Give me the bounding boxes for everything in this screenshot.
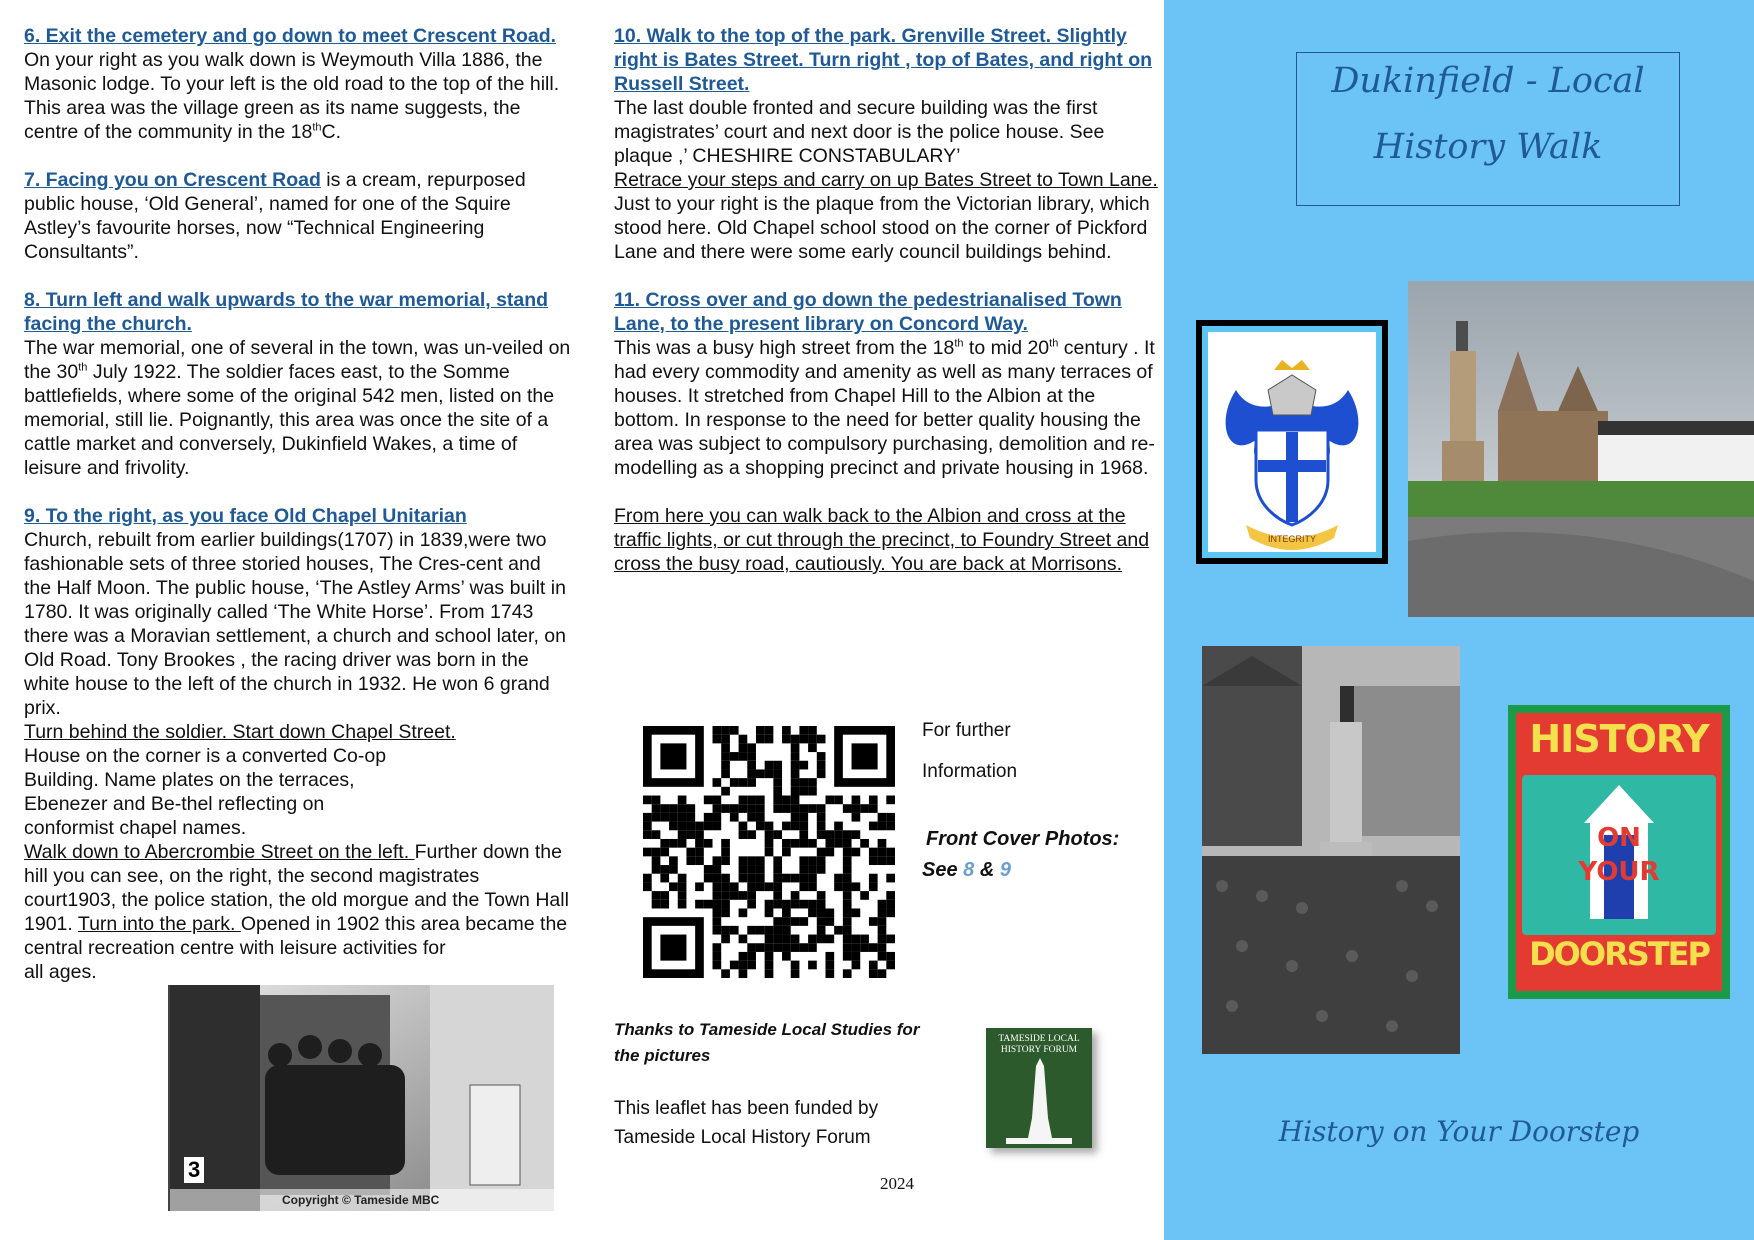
column-1 xyxy=(24,24,572,984)
history-on-your-doorstep-logo xyxy=(1508,705,1730,999)
step-9-body-2: House on the corner is a converted Co-op Building. Name plates on the terraces, Ebenezer and Be-thel reflecting on conformist chapel names. xyxy=(24,745,387,839)
cover-photos-label: Front Cover Photos: xyxy=(926,828,1120,850)
thanks-note: Thanks to Tameside Local Studies for the pictures xyxy=(614,1020,920,1065)
historic-group-photo xyxy=(168,985,554,1211)
step-8-heading: 8. Turn left and walk upwards to the war memorial, stand facing the church. xyxy=(24,289,549,335)
group-photo-illustration xyxy=(170,985,554,1211)
step-11-body-c: century . It had every commodity and amenity as well as many terraces of houses. It stretched from Chapel Hill to the Albion at the bottom. In response to the need for better quality housing the area was subject to compulsory purchasing, demolition and re-modelling as a shopping precinct and private housing in 1968. xyxy=(614,337,1155,479)
crest-motto: INTEGRITY xyxy=(1267,534,1317,544)
unveiling-crowd-photo xyxy=(1202,646,1460,1054)
see-label: See xyxy=(922,859,964,881)
step-6-body: On your right as you walk down is Weymouth Villa 1886, the Masonic lodge. To your left is the old road to the top of the hill. This area was the village green as its name suggests, the centre of the community in the 18 xyxy=(24,49,560,143)
title-line-2: History Walk xyxy=(1373,127,1603,167)
step-8-body-b: July 1922. The soldier faces east, to the Somme battlefields, where some of the original 542 men, listed on the memorial, still lie. Poignantly, this area was once the site of a cattle market and conversely, Dukinfield Wakes, a time of leisure and frivolity. xyxy=(24,361,555,479)
logo-word-your: YOUR xyxy=(1578,857,1660,887)
step-10-direction: Retrace your steps and carry on up Bates Street to Town Lane. xyxy=(614,169,1158,191)
photo-caption: Copyright © Tameside MBC xyxy=(282,1193,440,1207)
ref-amp: & xyxy=(974,859,1000,881)
cover-photos-refs xyxy=(922,857,1011,883)
panel-footer-title: History on Your Doorstep xyxy=(1278,1115,1640,1148)
step-9-heading: 9. To the right, as you face Old Chapel Unitarian xyxy=(24,505,467,527)
title-box xyxy=(1296,52,1680,206)
logo-word-history: HISTORY xyxy=(1529,717,1709,761)
cover-panel xyxy=(1164,0,1754,1240)
step-9-direction-2: Walk down to Abercrombie Street on the left. xyxy=(24,841,415,863)
step-7-body: is a cream, repurposed public house, ‘Old General’, named for one of the Squire Astley’s favourite horses, now “Technical Engineering Consultants”. xyxy=(24,169,526,263)
coat-of-arms xyxy=(1196,320,1388,564)
step-9-text-3 xyxy=(24,840,572,960)
return-directions: From here you can walk back to the Albion and cross at the traffic lights, or cut through the precinct, to Foundry Street and cross the busy road, cautiously. You are back at Morrisons. xyxy=(614,505,1150,575)
forum-logo-text: TAMESIDE LOCAL HISTORY FORUM xyxy=(998,1034,1080,1055)
monument-icon xyxy=(986,1058,1092,1148)
crest-illustration xyxy=(1196,320,1388,564)
year: 2024 xyxy=(880,1174,914,1193)
step-8-text xyxy=(24,336,572,480)
ref-8[interactable]: 8 xyxy=(963,859,975,881)
memorial-illustration xyxy=(1408,281,1754,617)
step-7-text xyxy=(24,168,572,264)
ref-9[interactable]: 9 xyxy=(999,859,1011,881)
photo-number: 3 xyxy=(184,1157,204,1183)
step-8-sup: th xyxy=(78,361,88,374)
funded-note: This leaflet has been funded by Tameside Local History Forum xyxy=(614,1098,879,1148)
qr-code[interactable] xyxy=(643,726,895,978)
step-6-end: C. xyxy=(321,121,342,143)
step-6-text xyxy=(24,48,572,144)
step-8-body-a: The war memorial, one of several in the town, was un-veiled on the 30 xyxy=(24,337,571,383)
step-6-sup: th xyxy=(312,121,322,134)
step-10-body-2: Just to your right is the plaque from the Victorian library, which stood here. Old Chapel school stood on the corner of Pickford Lane and there were some early council buildings behind. xyxy=(614,193,1150,263)
info-label-2: Information xyxy=(922,761,1018,782)
step-11-text xyxy=(614,336,1162,480)
logo-word-on: ON xyxy=(1597,823,1641,853)
step-6-heading: 6. Exit the cemetery and go down to meet Crescent Road. xyxy=(24,25,557,47)
tameside-forum-logo xyxy=(986,1028,1092,1148)
step-9-body: Church, rebuilt from earlier buildings(1707) in 1839,were two fashionable sets of three storied houses, The Cres-cent and the Half Moon. The public house, ‘The Astley Arms’ was built in 1780. It was originally called ‘The White Horse’. From 1743 there was a Moravian settlement, a church and school later, on Old Road. Tony Brookes , the racing driver was born in the white house to the left of the church in 1932. He won 6 grand prix. xyxy=(24,529,566,719)
war-memorial-photo xyxy=(1408,281,1754,617)
column-2 xyxy=(614,24,1162,576)
step-11-sup-2: th xyxy=(1049,337,1059,350)
qr-code-pattern xyxy=(643,726,895,978)
step-10-body: The last double fronted and secure building was the first magistrates’ court and next door is the police house. See plaque ,’ CHESHIRE CONSTABULARY’ xyxy=(614,97,1105,167)
step-9-direction-3: Turn into the park. xyxy=(77,913,241,935)
title-line-1: Dukinfield - Local xyxy=(1331,61,1645,101)
step-10-heading: 10. Walk to the top of the park. Grenville Street. Slightly right is Bates Street. Turn right , top of Bates, and right on Russell Street. xyxy=(614,25,1153,95)
crowd-illustration xyxy=(1202,646,1460,1054)
step-9-direction-1: Turn behind the soldier. Start down Chapel Street. xyxy=(24,721,456,743)
step-7-heading: 7. Facing you on Crescent Road xyxy=(24,169,321,191)
step-11-sup-1: th xyxy=(954,337,964,350)
step-9-body-3: Further down the hill you can see, on the right, the second magistrates court1903, the police station, the old morgue and the Town Hall 1901. xyxy=(24,841,569,935)
step-11-body-b: to mid 20 xyxy=(963,337,1050,359)
logo-word-doorstep: DOORSTEP xyxy=(1529,935,1709,973)
step-11-body-a: This was a busy high street from the 18 xyxy=(614,337,955,359)
info-label-1: For further xyxy=(922,720,1011,741)
step-11-heading: 11. Cross over and go down the pedestrianalised Town Lane, to the present library on Concord Way. xyxy=(614,289,1122,335)
step-9-end: all ages. xyxy=(24,961,97,983)
step-9-body-4: Opened in 1902 this area became the central recreation centre with leisure activities for xyxy=(24,913,568,959)
